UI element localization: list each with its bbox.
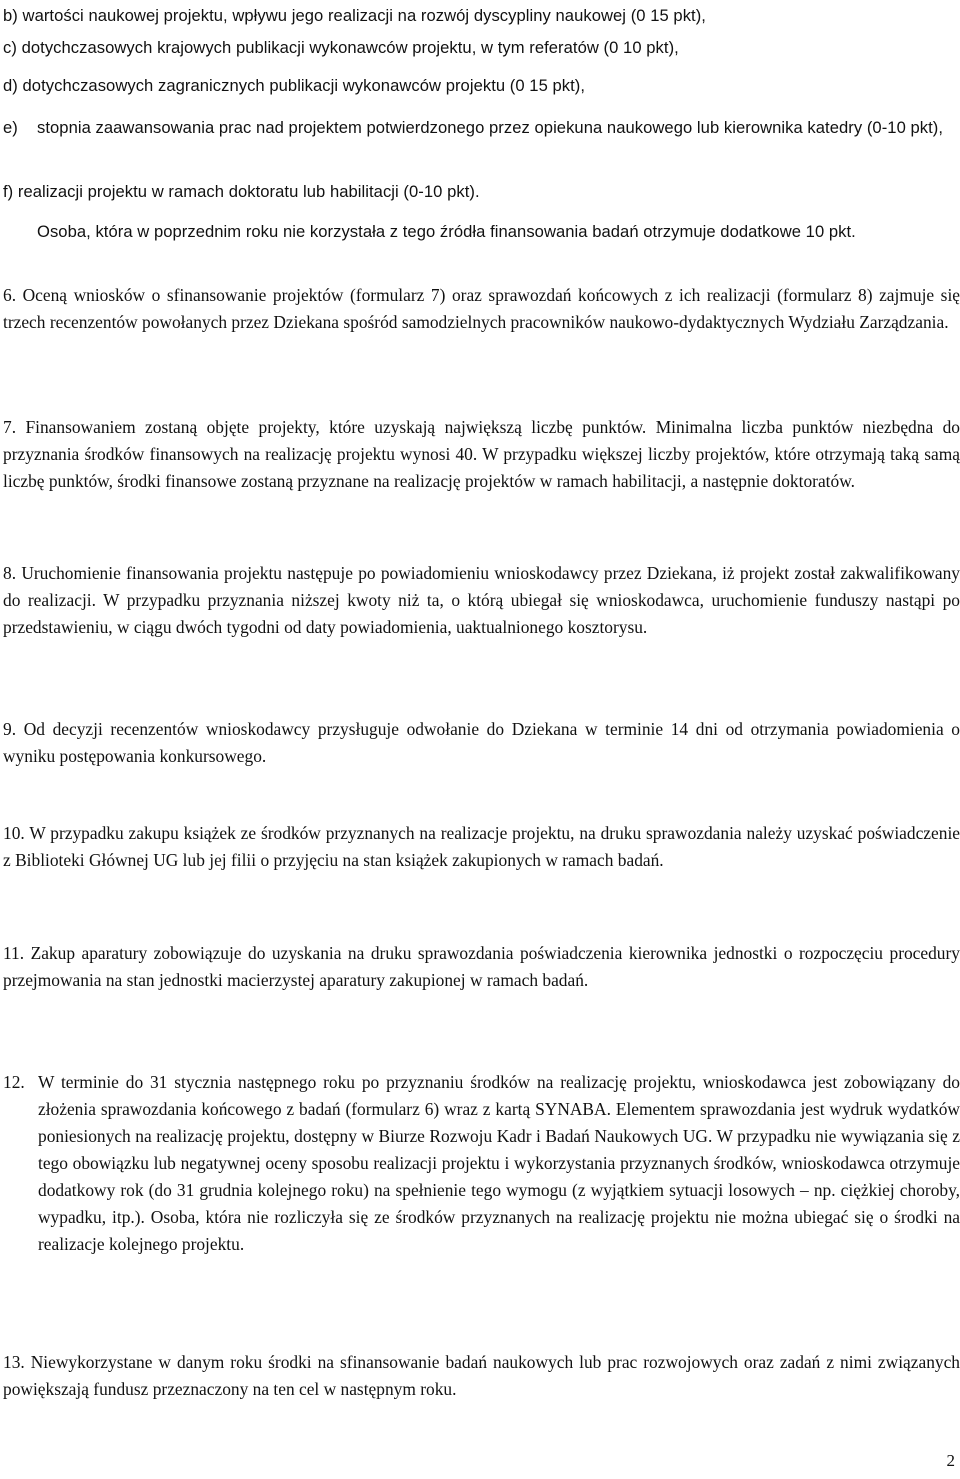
paragraph-11-text: Zakup aparatury zobowiązuje do uzyskania na druku sprawozdania poświadczenia kierownika jednostki o rozpoczęciu procedury przejmowania na stan jednostki macierzystej aparatury zakupionej w ramach badań.: [3, 943, 960, 990]
paragraph-10-number: 10.: [3, 823, 25, 843]
paragraph-7-number: 7.: [3, 417, 17, 437]
paragraph-13: [3, 1349, 960, 1403]
criterion-c-text: dotychczasowych krajowych publikacji wykonawców projektu, w tym referatów (0 10 pkt),: [21, 38, 679, 57]
criterion-c-letter: c): [3, 38, 17, 57]
paragraph-7-text: Finansowaniem zostaną objęte projekty, które uzyskają największą liczbę punktów. Minimalna liczba punktów niezbędna do przyznania środków finansowych na realizację projektu wynosi 40. W przypadku większej liczby projektów, które otrzymają taką samą liczbę punktów, środki finansowe zostaną przyznane na realizację projektów w ramach habilitacji, a następnie doktoratów.: [3, 417, 960, 491]
criterion-c: [3, 34, 960, 61]
paragraph-9-number: 9.: [3, 719, 17, 739]
paragraph-6-text: Oceną wniosków o sfinansowanie projektów (formularz 7) oraz sprawozdań końcowych z ich realizacji (formularz 8) zajmuje się trzech recenzentów powołanych przez Dziekana spośród samodzielnych pracowników naukowo-dydaktycznych Wydziału Zarządzania.: [3, 285, 960, 332]
paragraph-6: [3, 282, 960, 336]
criterion-e-text: stopnia zaawansowania prac nad projektem potwierdzonego przez opiekuna naukowego lub kierownika katedry (0-10 pkt),: [37, 118, 944, 137]
paragraph-7: [3, 414, 960, 495]
criterion-d-letter: d): [3, 76, 18, 95]
paragraph-10-text: W przypadku zakupu książek ze środków przyznanych na realizacje projektu, na druku sprawozdania należy uzyskać poświadczenie z Biblioteki Głównej UG lub jej filii o przyjęciu na stan książek zakupionych w ramach badań.: [3, 823, 960, 870]
criterion-e: [3, 114, 960, 142]
criterion-e-letter: e): [3, 118, 18, 137]
criterion-f-letter: f): [3, 182, 14, 201]
paragraph-11: [3, 940, 960, 994]
criterion-d-text: dotychczasowych zagranicznych publikacji wykonawców projektu (0 15 pkt),: [22, 76, 586, 95]
paragraph-9: [3, 716, 960, 770]
paragraph-13-number: 13.: [3, 1352, 25, 1372]
criterion-b: [3, 2, 960, 29]
criterion-b-letter: b): [3, 6, 18, 25]
criterion-f-text: realizacji projektu w ramach doktoratu lub habilitacji (0-10 pkt).: [17, 182, 480, 201]
paragraph-8: [3, 560, 960, 641]
paragraph-12-number: 12.: [3, 1072, 25, 1092]
paragraph-6-number: 6.: [3, 285, 17, 305]
paragraph-9-text: Od decyzji recenzentów wnioskodawcy przysługuje odwołanie do Dziekana w terminie 14 dni od otrzymania powiadomienia o wyniku postępowania konkursowego.: [3, 719, 960, 766]
paragraph-8-number: 8.: [3, 563, 17, 583]
paragraph-8-text: Uruchomienie finansowania projektu następuje po powiadomieniu wnioskodawcy przez Dziekana, iż projekt został zakwalifikowany do realizacji. W przypadku przyznania niższej kwoty niż ta, o którą ubiegał się wnioskodawca, uruchomienie funduszy nastąpi po przedstawieniu, w ciągu dwóch tygodni od daty powiadomienia, uaktualnionego kosztorysu.: [3, 563, 960, 637]
paragraph-11-number: 11.: [3, 943, 25, 963]
bonus-note: Osoba, która w poprzednim roku nie korzystała z tego źródła finansowania badań otrzymuje dodatkowe 10 pkt.: [37, 222, 856, 241]
paragraph-13-text: Niewykorzystane w danym roku środki na sfinansowanie badań naukowych lub prac rozwojowych oraz zadań z nimi związanych powiększają fundusz przeznaczony na ten cel w następnym roku.: [3, 1352, 960, 1399]
paragraph-12-text: W terminie do 31 stycznia następnego roku po przyznaniu środków na realizację projektu, wnioskodawca jest zobowiązany do złożenia sprawozdania końcowego z badań (formularz 6) wraz z kartą SYNABA. Elementem sprawozdania jest wydruk wydatków poniesionych na realizację projektu, dostępny w Biurze Rozwoju Kadr i Badań Naukowych UG. W przypadku nie wywiązania się z tego obowiązku lub negatywnej oceny sposobu realizacji projektu i wykorzystania przyznanych środków, wnioskodawca otrzymuje dodatkowy rok (do 31 grudnia kolejnego roku) na spełnienie tego wymogu (z wyjątkiem sytuacji losowych – np. ciężkiej choroby, wypadku, itp.). Osoba, która nie rozliczyła się ze środków przyznanych na realizację projektu nie można ubiegać się o środki na realizacje kolejnego projektu.: [38, 1072, 960, 1254]
criterion-b-text: wartości naukowej projektu, wpływu jego realizacji na rozwój dyscypliny naukowej (0 15 pkt),: [22, 6, 706, 25]
paragraph-10: [3, 820, 960, 874]
paragraph-12: [3, 1069, 960, 1258]
criterion-f: [3, 178, 960, 205]
page-number: 2: [946, 1451, 955, 1470]
criterion-d: [3, 72, 960, 99]
